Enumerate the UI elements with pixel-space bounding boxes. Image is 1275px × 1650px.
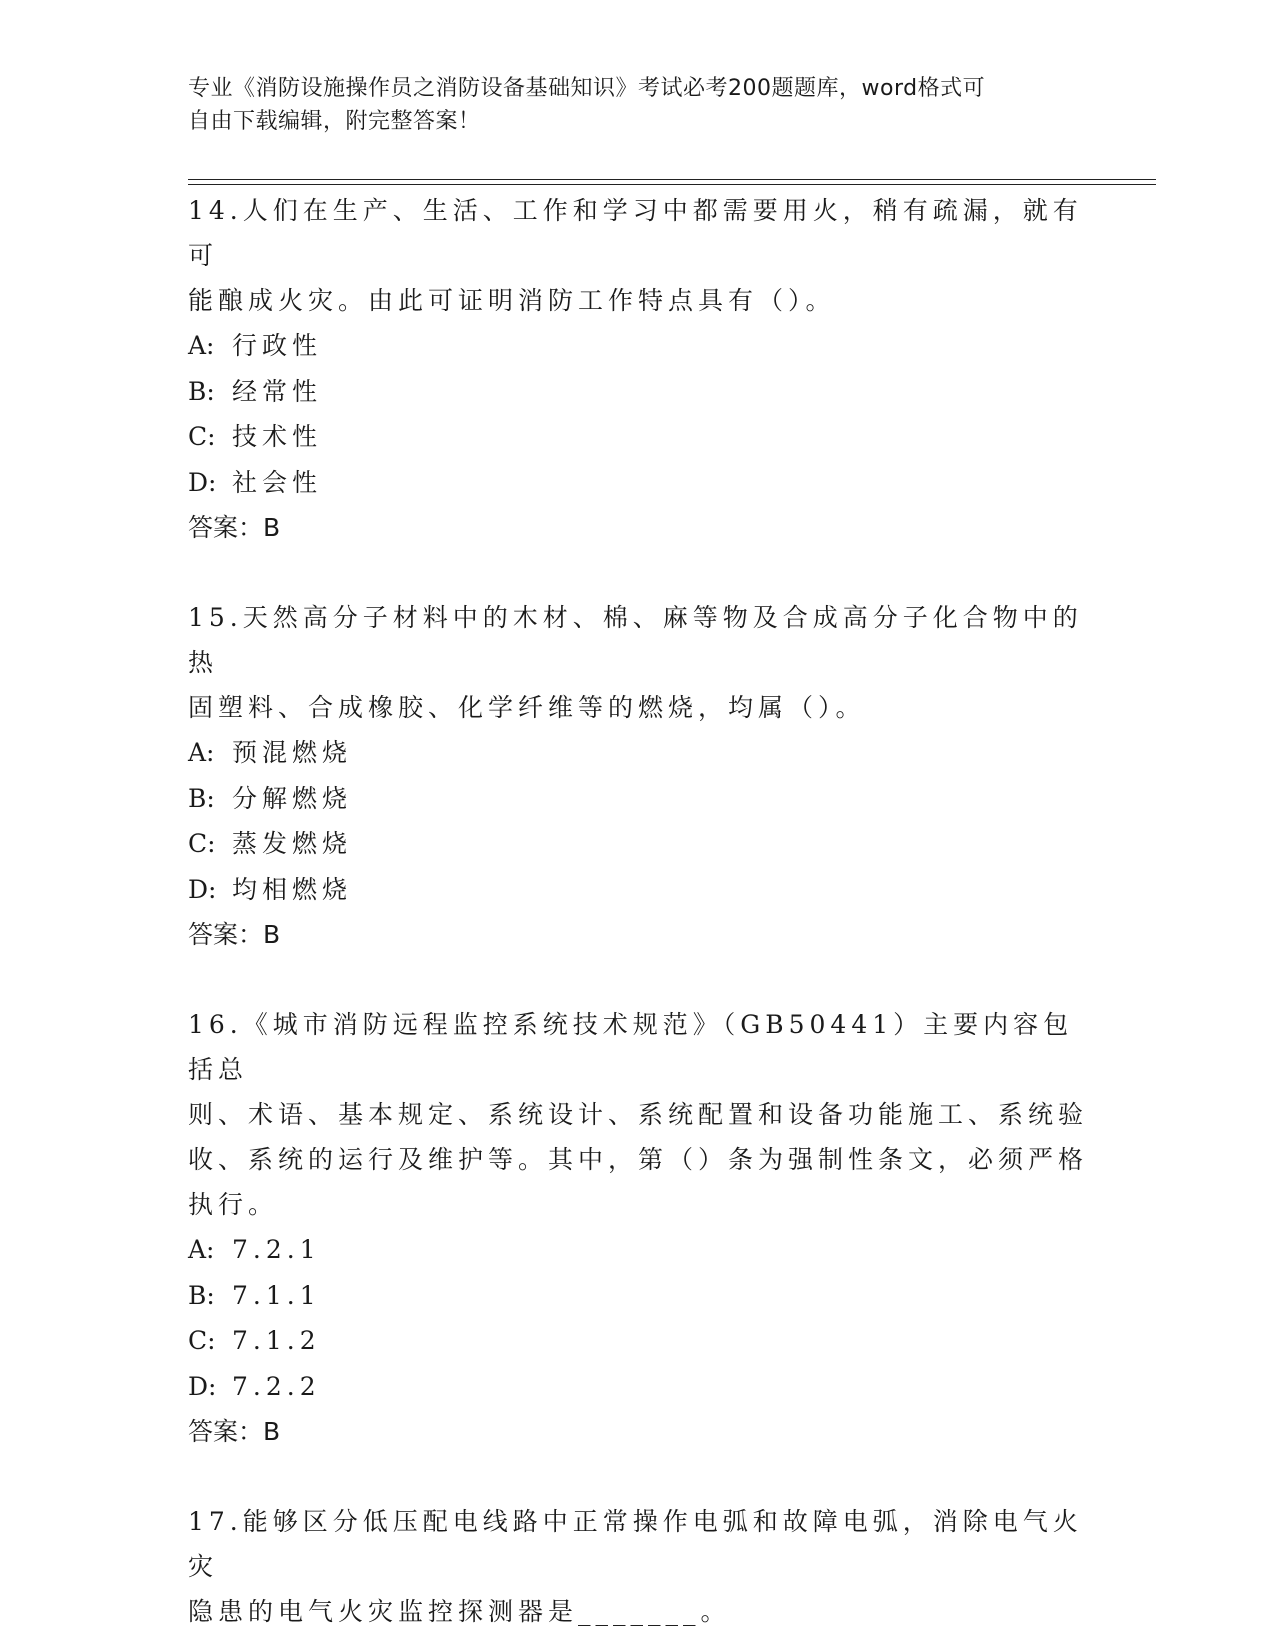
question-text-line: 隐患的电气火灾监控探测器是_______。 (188, 1597, 731, 1626)
option-d: D: 均相燃烧 (188, 874, 353, 904)
question-text-line: 14.人们在生产、生活、工作和学习中都需要用火，稍有疏漏，就有可 (188, 196, 1083, 270)
spacer (188, 1454, 1088, 1499)
option-b: B: 7.1.1 (188, 1280, 321, 1310)
question-list (188, 188, 1088, 1634)
answer-line: 答案：B (188, 920, 281, 949)
option-a: A: 行政性 (188, 331, 323, 360)
option-c: C: 蒸发燃烧 (188, 829, 353, 858)
answer-line: 答案：B (188, 1417, 281, 1446)
option-c: C: 技术性 (188, 422, 323, 451)
question-17 (188, 1499, 1088, 1634)
header-line-2: 自由下载编辑，附完整答案！ (188, 109, 481, 134)
option-b: B: 经常性 (188, 376, 323, 406)
header-divider-top (188, 179, 1156, 180)
spacer (188, 957, 1088, 1002)
question-15 (188, 595, 1088, 957)
spacer (188, 550, 1088, 595)
question-text-line: 16.《城市消防远程监控系统技术规范》（GB50441）主要内容包括总 (188, 1010, 1074, 1084)
option-a: A: 预混燃烧 (188, 738, 353, 767)
question-text-line: 17.能够区分低压配电线路中正常操作电弧和故障电弧，消除电气火灾 (188, 1507, 1083, 1581)
question-text-line: 15.天然高分子材料中的木材、棉、麻等物及合成高分子化合物中的热 (188, 603, 1083, 677)
header-divider-bottom (188, 184, 1156, 185)
document-header (188, 72, 1088, 138)
header-line-1: 专业《消防设施操作员之消防设备基础知识》考试必考200题题库，word格式可 (188, 76, 986, 101)
option-d: D: 社会性 (188, 467, 323, 497)
question-text-line: 能酿成火灾。由此可证明消防工作特点具有（）。 (188, 286, 836, 315)
question-text-line: 收、系统的运行及维护等。其中，第（）条为强制性条文，必须严格 (188, 1145, 1089, 1174)
question-text-line: 则、术语、基本规定、系统设计、系统配置和设备功能施工、系统验 (188, 1100, 1089, 1129)
option-d: D: 7.2.2 (188, 1371, 321, 1401)
question-14 (188, 188, 1088, 550)
question-text-line: 执行。 (188, 1190, 279, 1219)
option-c: C: 7.1.2 (188, 1326, 321, 1355)
question-text-line: 固塑料、合成橡胶、化学纤维等的燃烧，均属（）。 (188, 693, 866, 722)
option-b: B: 分解燃烧 (188, 783, 353, 813)
option-a: A: 7.2.1 (188, 1235, 321, 1264)
question-16 (188, 1002, 1088, 1454)
answer-line: 答案：B (188, 513, 281, 542)
